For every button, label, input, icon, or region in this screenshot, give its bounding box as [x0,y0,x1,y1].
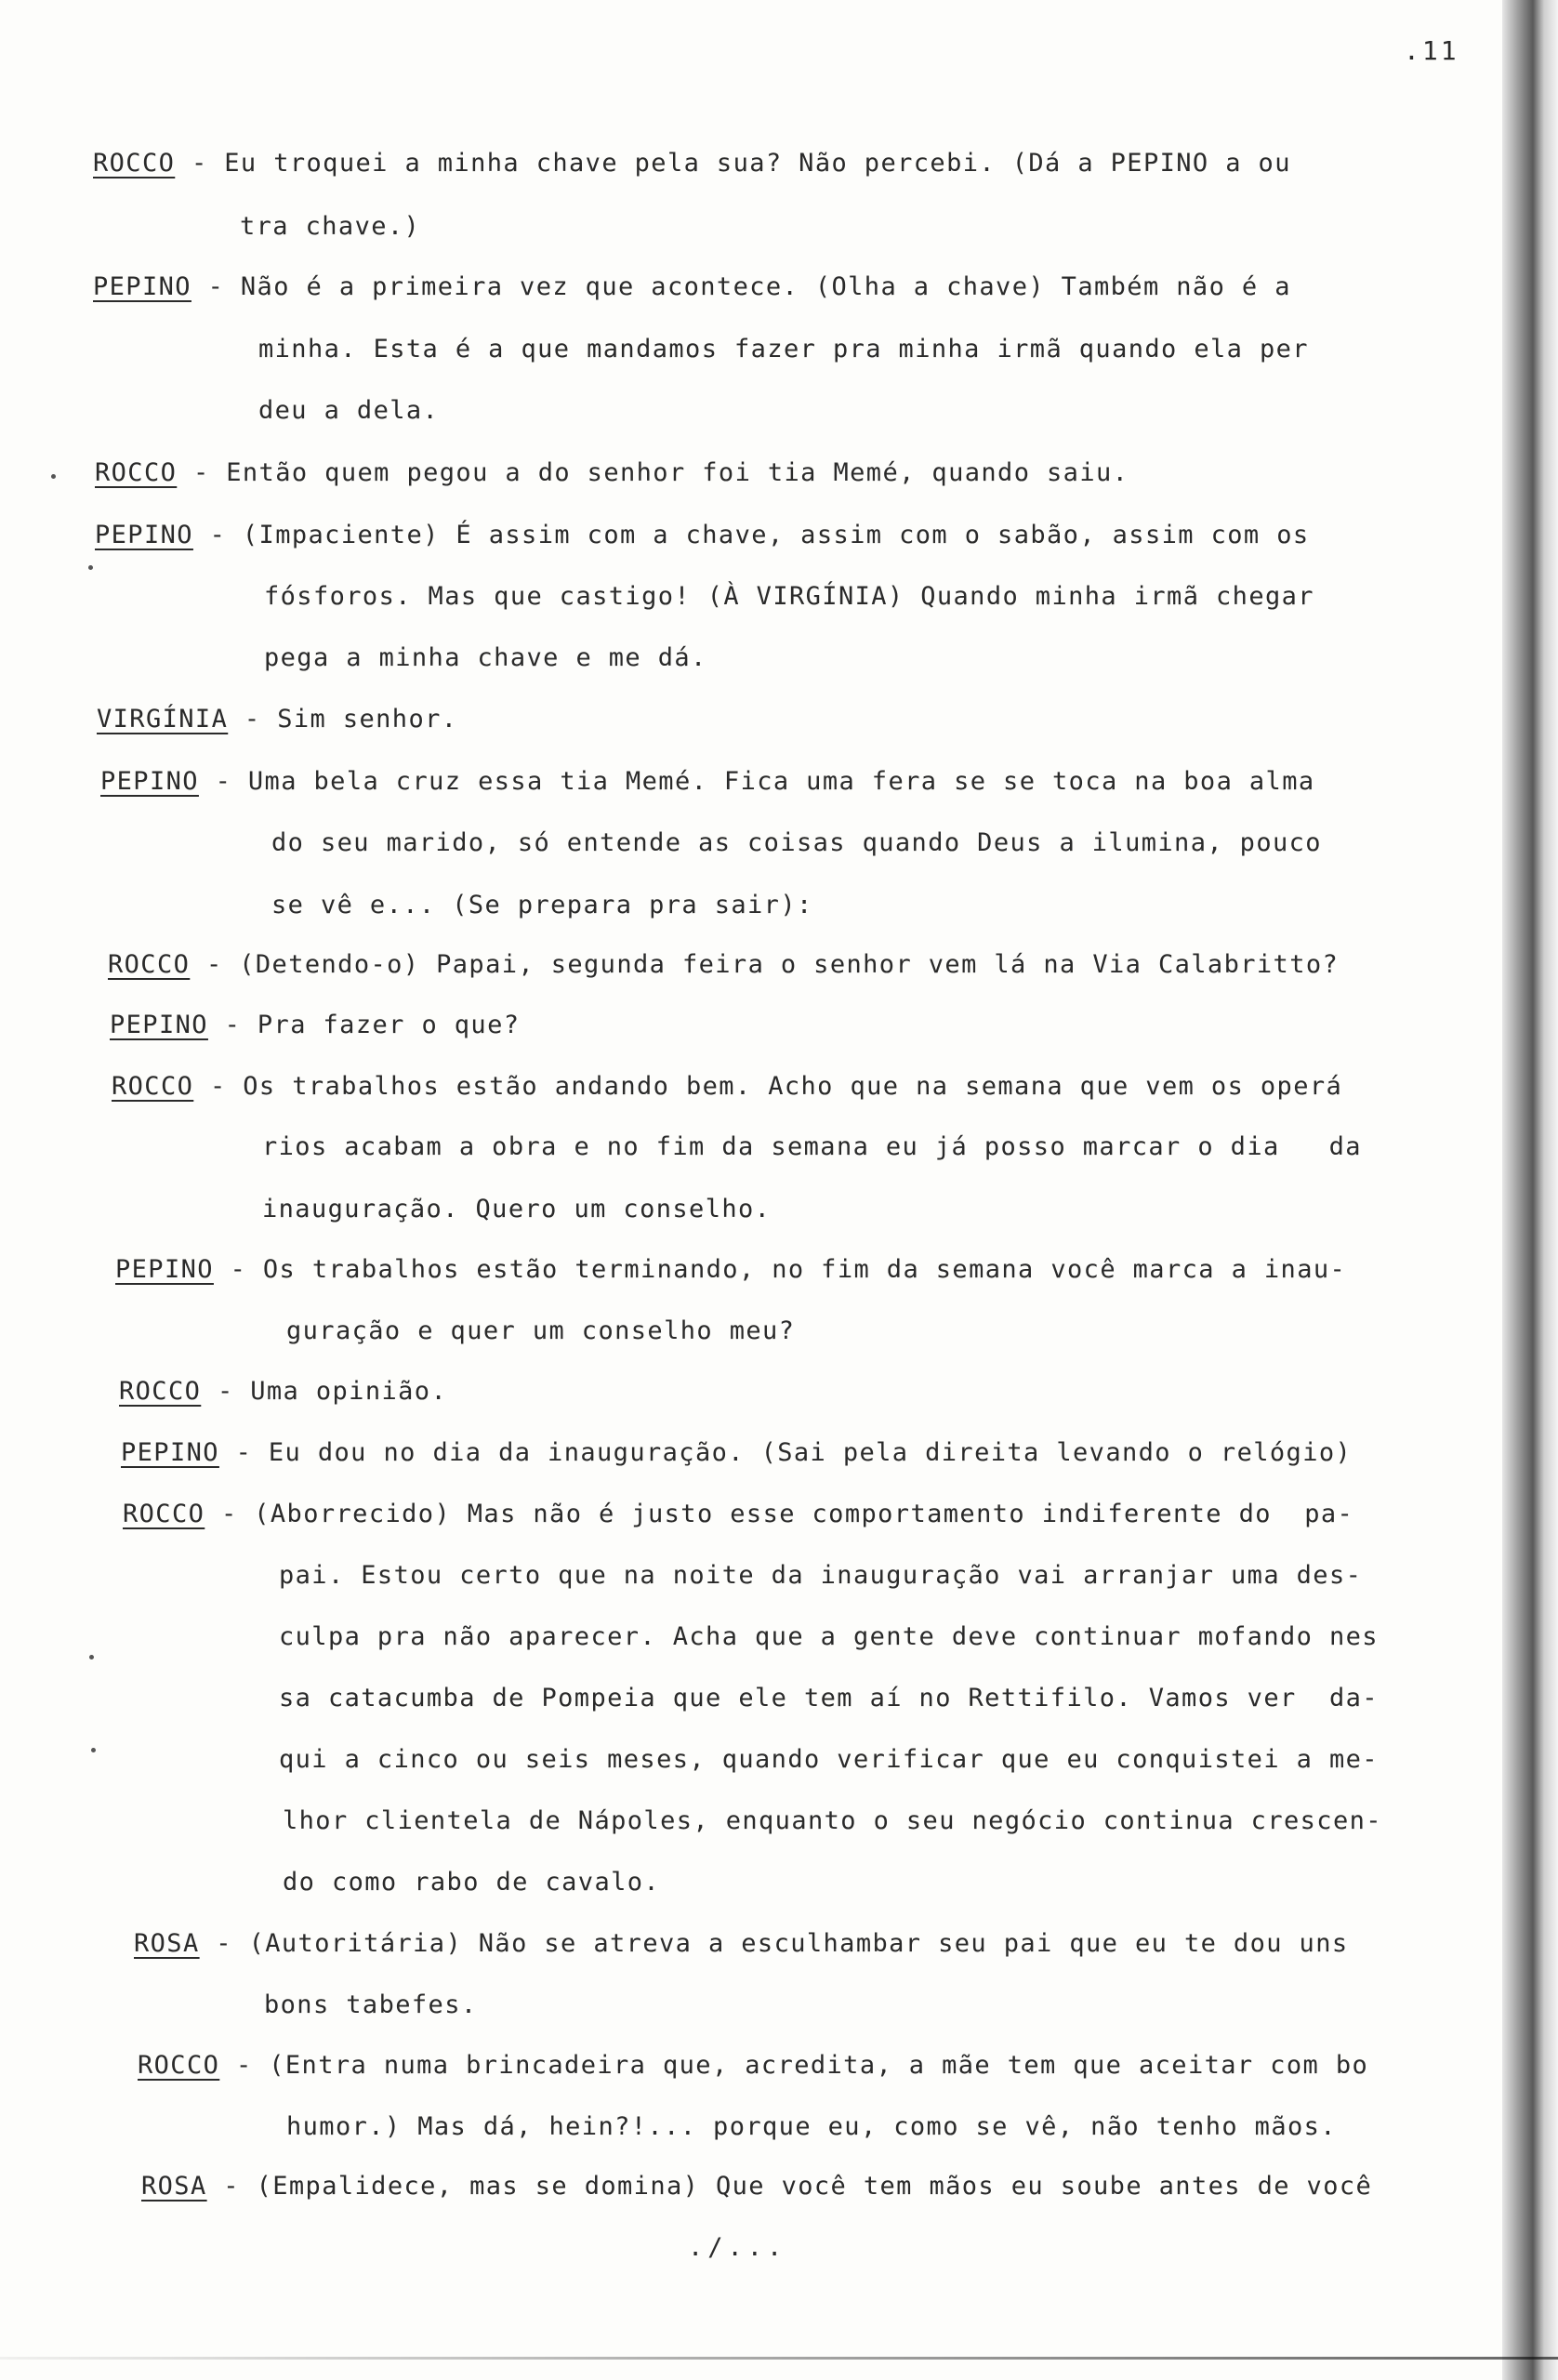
bottom-edge-shadow [0,2357,1558,2360]
dialogue-line [112,1072,1342,1101]
speaker-name: PEPINO [95,521,193,549]
continuation-line: tra chave.) [240,212,421,241]
dialogue-line [138,2051,1368,2080]
speaker-name: ROCCO [119,1377,202,1406]
dialogue-line [119,1377,447,1406]
continuation-line: inauguração. Quero um conselho. [262,1195,772,1223]
continuation-line: pai. Estou certo que na noite da inauguração vai arranjar uma des- [279,1561,1363,1590]
dialogue-line [95,521,1310,549]
continuation-line: culpa pra não aparecer. Acha que a gente deve continuar mofando nes [279,1622,1379,1651]
speaker-name: PEPINO [93,272,191,301]
speaker-name: ROSA [134,1929,200,1958]
dialogue-line [108,950,1339,979]
dialogue-text: - (Empalidece, mas se domina) Que você tem mãos eu soube antes de você [223,2172,1373,2201]
dialogue-text: - Uma opinião. [217,1377,448,1406]
dialogue-line [95,458,1129,487]
continuation-line: qui a cinco ou seis meses, quando verificar que eu conquistei a me- [279,1745,1379,1774]
continuation-line: humor.) Mas dá, hein?!... porque eu, como se vê, não tenho mãos. [286,2112,1337,2141]
dialogue-text: - Então quem pegou a do senhor foi tia Memé, quando saiu. [192,458,1129,487]
continuation-line: minha. Esta é a que mandamos fazer pra minha irmã quando ela per [258,335,1309,364]
continuation-line: rios acabam a obra e no fim da semana eu já posso marcar o dia da [262,1132,1362,1161]
continuation-line: guração e quer um conselho meu? [286,1316,796,1345]
dialogue-line [134,1929,1349,1958]
speaker-name: ROCCO [138,2051,220,2080]
continuation-line: pega a minha chave e me dá. [264,643,707,672]
speaker-name: ROCCO [112,1072,194,1101]
speaker-name: PEPINO [121,1438,219,1467]
dialogue-text: - Os trabalhos estão andando bem. Acho que na semana que vem os operá [209,1072,1343,1101]
page-number: .11 [1404,35,1459,66]
dialogue-line [100,767,1315,796]
speaker-name: ROSA [141,2172,207,2201]
dialogue-text: - (Detendo-o) Papai, segunda feira o senhor vem lá na Via Calabritto? [205,950,1340,979]
continuation-line: do seu marido, só entende as coisas quando Deus a ilumina, pouco [271,828,1322,857]
speaker-name: ROCCO [95,458,178,487]
scan-speck [91,1748,96,1752]
continuation-line: se vê e... (Se prepara pra sair): [271,891,813,919]
scan-speck [51,474,56,479]
scan-speck [88,565,93,570]
continuation-line: lhor clientela de Nápoles, enquanto o seu negócio continua crescen- [283,1806,1382,1835]
dialogue-line [123,1500,1353,1528]
dialogue-text: - Eu troquei a minha chave pela sua? Não percebi. (Dá a PEPINO a ou [191,149,1291,178]
dialogue-text: - (Impaciente) É assim com a chave, assim com o sabão, assim com os [209,521,1310,549]
dialogue-line [93,149,1291,178]
speaker-name: ROCCO [108,950,191,979]
dialogue-text: - Não é a primeira vez que acontece. (Olha a chave) Também não é a [207,272,1291,301]
dialogue-line [110,1011,520,1039]
speaker-name: ROCCO [93,149,176,178]
dialogue-line [115,1255,1346,1284]
page-edge-shadow [1502,0,1558,2380]
dialogue-line [93,272,1291,301]
dialogue-text: - Eu dou no dia da inauguração. (Sai pela direita levando o relógio) [235,1438,1353,1467]
dialogue-line [141,2172,1372,2201]
speaker-name: PEPINO [115,1255,214,1284]
continuation-line: sa catacumba de Pompeia que ele tem aí no Rettifilo. Vamos ver da- [279,1684,1379,1712]
continuation-line: fósforos. Mas que castigo! (À VIRGÍNIA) Quando minha irmã chegar [264,582,1314,611]
dialogue-text: - (Autoritária) Não se atreva a esculhambar seu pai que eu te dou uns [216,1929,1349,1958]
dialogue-text: - Sim senhor. [244,705,458,734]
dialogue-text: - (Entra numa brincadeira que, acredita, a mãe tem que aceitar com bo [235,2051,1369,2080]
dialogue-text: - Os trabalhos estão terminando, no fim da semana você marca a inau- [230,1255,1347,1284]
continuation-marker: ./... [688,2233,787,2262]
speaker-name: PEPINO [100,767,199,796]
scan-speck [89,1655,94,1659]
speaker-name: ROCCO [123,1500,205,1528]
dialogue-text: - (Aborrecido) Mas não é justo esse comportamento indiferente do pa- [220,1500,1354,1528]
speaker-name: PEPINO [110,1011,208,1039]
dialogue-text: - Uma bela cruz essa tia Memé. Fica uma fera se se toca na boa alma [215,767,1315,796]
dialogue-text: - Pra fazer o que? [224,1011,521,1039]
speaker-name: VIRGÍNIA [97,705,229,734]
dialogue-line [97,705,457,734]
continuation-line: bons tabefes. [264,1990,478,2019]
continuation-line: do como rabo de cavalo. [283,1868,661,1897]
continuation-line: deu a dela. [258,396,440,425]
dialogue-line [121,1438,1352,1467]
